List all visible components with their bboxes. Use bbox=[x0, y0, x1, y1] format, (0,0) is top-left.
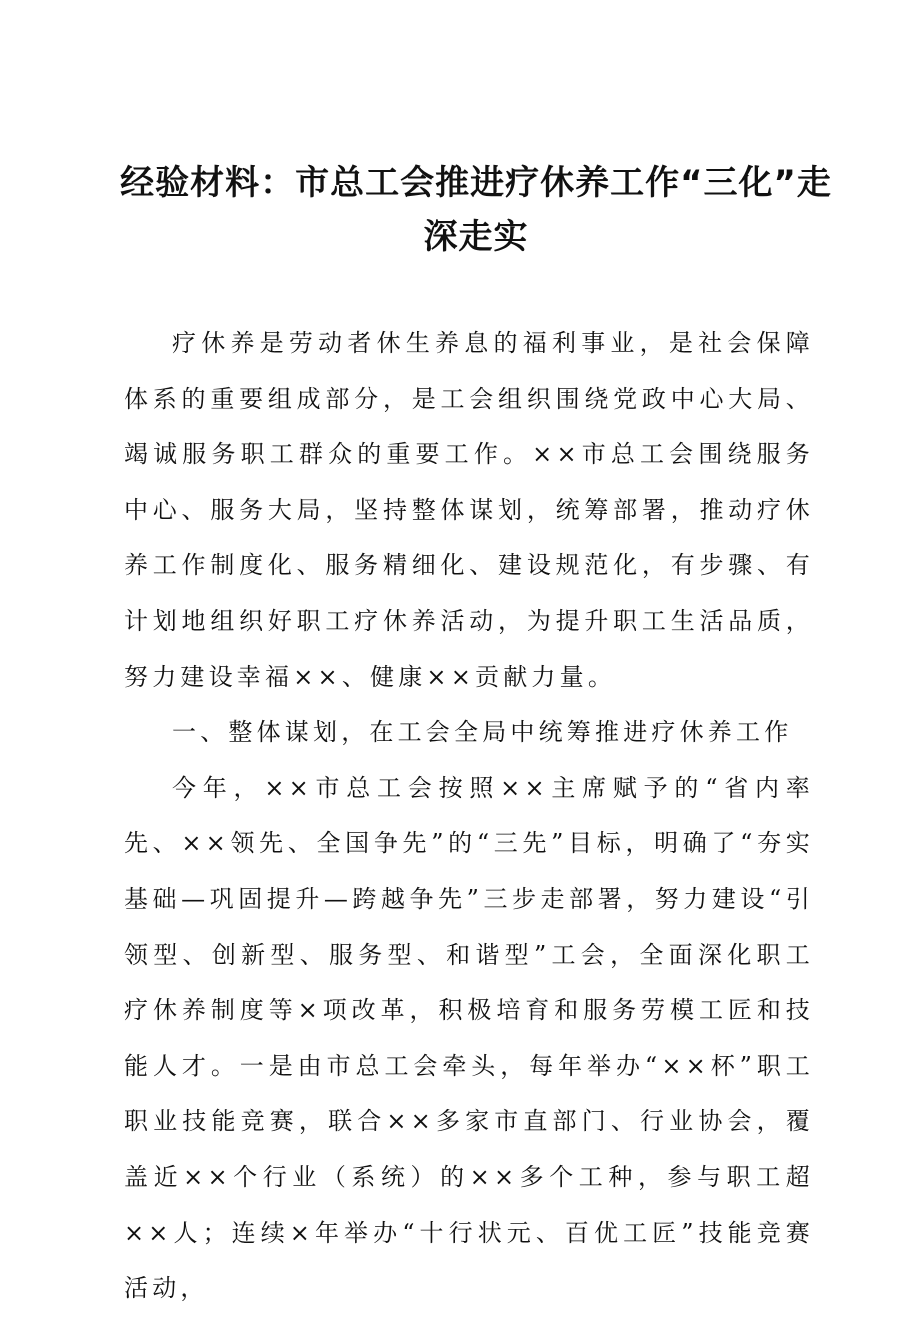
paragraph-section-1: 今年，××市总工会按照××主席赋予的“省内率先、××领先、全国争先”的“三先”目标，明确了“夯实基础—巩固提升—跨越争先”三步走部署，努力建设“引领型、创新型、服务型、和谐型”工会，全面深化职工疗休养制度等×项改革，积极培育和服务劳模工匠和技能人才。一是由市总工会牵头，每年举办“××杯”职工职业技能竞赛，联合××多家市直部门、行业协会，覆盖近××个行业（系统）的××多个工种，参与职工超××人；连续×年举办“十行状元、百优工匠”技能竞赛活动， bbox=[124, 773, 814, 1303]
document-body bbox=[124, 316, 814, 1317]
paragraph-intro: 疗休养是劳动者休生养息的福利事业，是社会保障体系的重要组成部分，是工会组织围绕党政中心大局、竭诚服务职工群众的重要工作。××市总工会围绕服务中心、服务大局，坚持整体谋划，统筹部署，推动疗休养工作制度化、服务精细化、建设规范化，有步骤、有计划地组织好职工疗休养活动，为提升职工生活品质，努力建设幸福××、健康××贡献力量。 bbox=[124, 329, 814, 691]
section-heading-1: 一、整体谋划，在工会全局中统筹推进疗休养工作 bbox=[172, 718, 793, 747]
document-title: 经验材料：市总工会推进疗休养工作“三化”走深走实 bbox=[120, 163, 832, 257]
